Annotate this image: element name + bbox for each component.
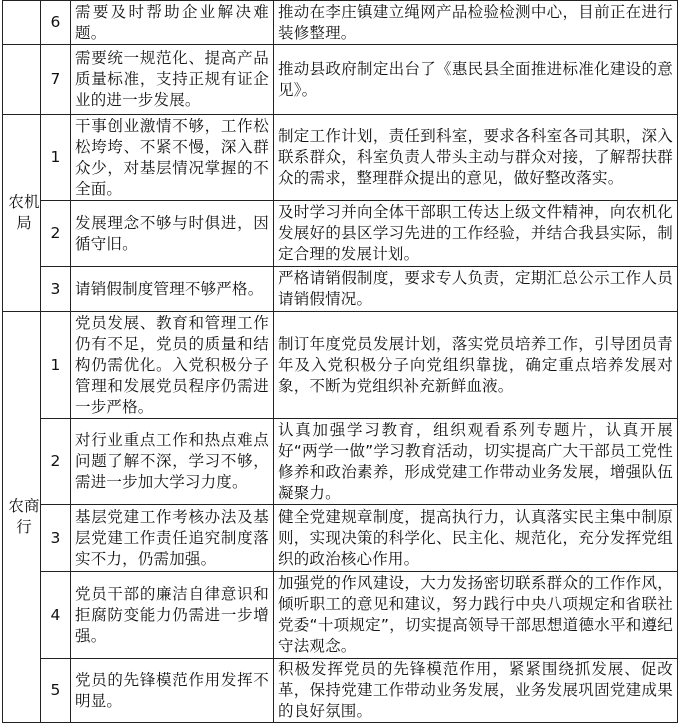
issue-cell: 需要统一规范化、提高产品质量标准，支持正规有证企业的进一步发展。	[71, 45, 274, 115]
issue-cell: 需要及时帮助企业解决难题。	[71, 1, 274, 45]
issue-cell: 党员发展、教育和管理工作仍有不足，党员的质量和结构仍需优化。入党积极分子管理和发展党员程序仍需进一步严格。	[71, 312, 274, 419]
table-row	[3, 1, 678, 45]
table-row	[3, 572, 678, 659]
issue-cell: 请销假制度管理不够严格。	[71, 267, 274, 312]
table-row	[3, 45, 678, 115]
row-number: 5	[41, 659, 71, 723]
table-row	[3, 505, 678, 572]
table-row	[3, 419, 678, 505]
dept-cell-empty	[3, 1, 41, 45]
measure-cell: 加强党的作风建设，大力发扬密切联系群众的工作作风，倾听职工的意见和建议，努力践行中央八项规定和省联社党委“十项规定”，切实提高领导干部思想道德水平和遵纪守法观念。	[274, 572, 678, 659]
row-number: 3	[41, 267, 71, 312]
measure-cell: 健全党建规章制度，提高执行力，认真落实民主集中制原则，实现决策的科学化、民主化、规范化，充分发挥党组织的政治核心作用。	[274, 505, 678, 572]
row-number: 7	[41, 45, 71, 115]
row-number: 4	[41, 572, 71, 659]
department-cell	[3, 115, 41, 312]
measure-cell: 积极发挥党员的先锋模范作用，紧紧围绕抓发展、促改革，保持党建工作带动业务发展，业务发展巩固党建成果的良好氛围。	[274, 659, 678, 723]
measure-cell: 推动在李庄镇建立绳网产品检验检测中心，目前正在进行装修整理。	[274, 1, 678, 45]
measure-cell: 认真加强学习教育，组织观看系列专题片，认真开展好“两学一做”学习教育活动，切实提高广大干部员工党性修养和政治素养，形成党建工作带动业务发展，增强队伍凝聚力。	[274, 419, 678, 505]
department-name: 农商行	[8, 497, 40, 536]
measure-cell: 及时学习并向全体干部职工传达上级文件精神，向农机化发展好的县区学习先进的工作经验，并结合我县实际，制定合理的发展计划。	[274, 201, 678, 267]
table-row	[3, 267, 678, 312]
measure-cell: 制订年度党员发展计划，落实党员培养工作，引导团员青年及入党积极分子向党组织靠拢，确定重点培养发展对象，不断为党组织补充新鲜血液。	[274, 312, 678, 419]
table-row	[3, 312, 678, 419]
table-row	[3, 659, 678, 723]
dept-cell-empty	[3, 45, 41, 115]
row-number: 1	[41, 115, 71, 201]
measure-cell: 推动县政府制定出台了《惠民县全面推进标准化建设的意见》。	[274, 45, 678, 115]
issue-cell: 党员干部的廉洁自律意识和拒腐防变能力仍需进一步增强。	[71, 572, 274, 659]
row-number: 6	[41, 1, 71, 45]
row-number: 2	[41, 419, 71, 505]
row-number: 1	[41, 312, 71, 419]
department-name: 农机局	[8, 193, 40, 232]
measure-cell: 制定工作计划，责任到科室，要求各科室各司其职，深入联系群众，科室负责人带头主动与群众对接，了解帮扶群众的需求，整理群众提出的意见，做好整改落实。	[274, 115, 678, 201]
issue-cell: 党员的先锋模范作用发挥不明显。	[71, 659, 274, 723]
row-number: 3	[41, 505, 71, 572]
issue-cell: 发展理念不够与时俱进，因循守旧。	[71, 201, 274, 267]
measures-table	[2, 0, 678, 723]
issue-cell: 干事创业激情不够，工作松松垮垮、不紧不慢，深入群众少，对基层情况掌握的不全面。	[71, 115, 274, 201]
row-number: 2	[41, 201, 71, 267]
table-row	[3, 115, 678, 201]
issue-cell: 对行业重点工作和热点难点问题了解不深，学习不够，需进一步加大学习力度。	[71, 419, 274, 505]
table-row	[3, 201, 678, 267]
measure-cell: 严格请销假制度，要求专人负责，定期汇总公示工作人员请销假情况。	[274, 267, 678, 312]
issue-cell: 基层党建工作考核办法及基层党建工作责任追究制度落实不力，仍需加强。	[71, 505, 274, 572]
department-cell	[3, 312, 41, 723]
